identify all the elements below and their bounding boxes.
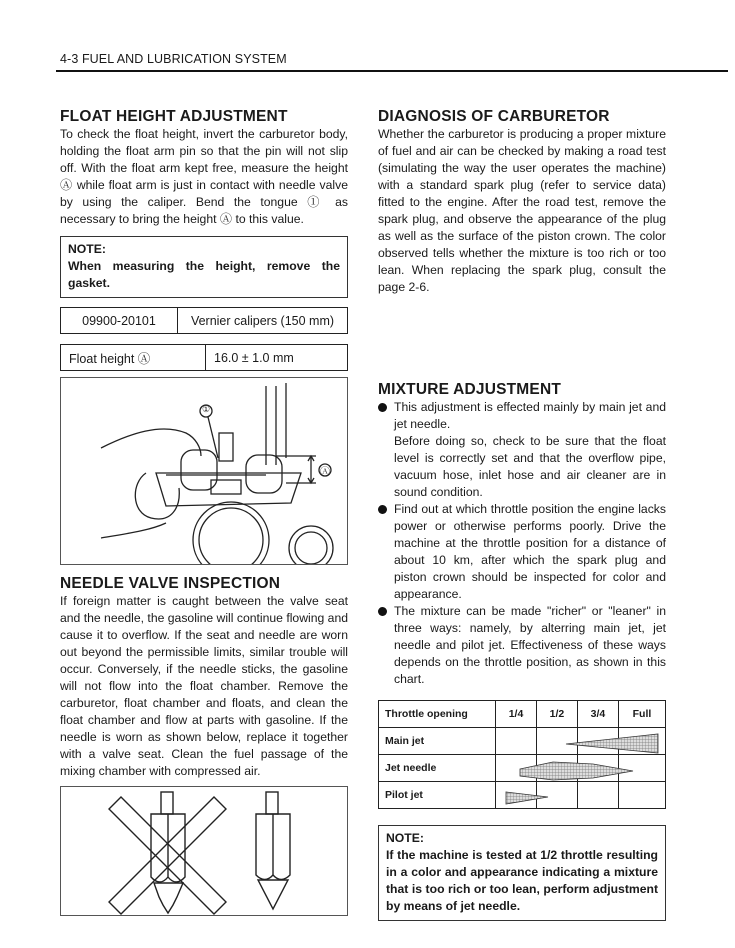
bullet-text: This adjustment is effected mainly by main jet and jet needle. [394,400,666,431]
callout-tongue: ① [202,404,211,414]
callout-height: Ⓐ [320,467,330,478]
bullet-extra-text: Before doing so, check to be sure that the float level is correctly set and that the overflow pipe, vacuum hose, inlet hose and air cleaner are in sound condition. [394,434,666,499]
throttle-chart [378,700,666,809]
bullet-icon [378,505,387,514]
bullet-text: Find out at which throttle position the engine lacks power or otherwise performs poorly. Drive the machine at the throttle position for a distance of about 10 km, after which the spark plug and piston crown should be inspected for color and appearance. [394,502,666,601]
table-row [379,755,666,782]
row-label: Main jet [379,728,496,755]
needle-valve-body: If foreign matter is caught between the valve seat and the needle, the gasoline will continue flowing and cause it to overflow. If the seat and needle are worn out beyond the permissible limits, similar trouble will occur. Conversely, if the needle sticks, the gasoline will not flow into the float chamber. Remove the carburetor, float chamber and floats, and clean the float chamber and flow at parts with gasoline. If the needle is worn as shown below, replace it together with a valve seat. Clean the fuel passage of the mixing chamber with compressed air. [60,594,348,778]
spec-value: 16.0 ± 1.0 mm [206,345,348,371]
bullet-icon [378,607,387,616]
page-header: 4-3 FUEL AND LUBRICATION SYSTEM [60,52,287,66]
header-cell: 1/4 [496,701,537,728]
tool-name: Vernier calipers (150 mm) [178,308,348,334]
table-header-row [379,701,666,728]
note-title: NOTE: [68,242,106,256]
needle-valve-heading: NEEDLE VALVE INSPECTION [60,575,281,592]
table-row [61,308,348,334]
list-item [378,501,666,603]
table-row [379,782,666,809]
mixture-heading: MIXTURE ADJUSTMENT [378,381,562,398]
float-height-heading: FLOAT HEIGHT ADJUSTMENT [60,108,288,125]
bullet-text: The mixture can be made "richer" or "leaner" in three ways: namely, by alterring main jet, jet needle and pilot jet. Effectiveness of these ways depends on the throttle position, as shown in this chart. [394,604,666,686]
tool-table [60,307,348,334]
bullet-icon [378,403,387,412]
table-row [61,345,348,371]
left-column [60,108,348,916]
needle-illustration [61,787,349,915]
list-item [378,603,666,688]
header-cell: 3/4 [577,701,618,728]
mixture-note-box [378,825,666,921]
throttle-table [378,700,666,809]
list-item [378,399,666,501]
float-height-figure [60,377,348,565]
note-text: When measuring the height, remove the gasket. [68,259,340,290]
row-label: Pilot jet [379,782,496,809]
row-label: Jet needle [379,755,496,782]
header-cell: 1/2 [536,701,577,728]
spec-label: Float height Ⓐ [61,345,206,371]
needle-figure [60,786,348,916]
tool-part-number: 09900-20101 [61,308,178,334]
note-title: NOTE: [386,831,424,845]
header-cell: Throttle opening [379,701,496,728]
header-cell: Full [618,701,665,728]
diagnosis-body: Whether the carburetor is producing a proper mixture of fuel and air can be checked by making a road test (simulating the way the user operates the machine) with a standard spark plug (refer to service data) fitted to the engine. After the road test, remove the spark plug, and observe the appearance of the plug as well as the surface of the piston crown. The color observed tells whether the mixture is too rich or too lean. When replacing the spark plug, consult the page 2-6. [378,127,666,294]
right-column [378,108,666,921]
spec-table [60,344,348,371]
float-height-body: To check the float height, invert the carburetor body, holding the float arm pin so that the pin will not slip off. With the float arm kept free, measure the height Ⓐ while float arm is just in contact with needle valve by using the caliper. Bend the tongue ① as necessary to bring the height Ⓐ to this value. [60,127,348,226]
table-row [379,728,666,755]
float-note-box [60,236,348,298]
diagnosis-heading: DIAGNOSIS OF CARBURETOR [378,108,610,125]
header-rule [56,70,728,72]
note-text: If the machine is tested at 1/2 throttle resulting in a color and appearance indicating a mixture that is too rich or too lean, perform adjustment by means of jet needle. [386,848,658,913]
mixture-bullets [378,399,666,688]
